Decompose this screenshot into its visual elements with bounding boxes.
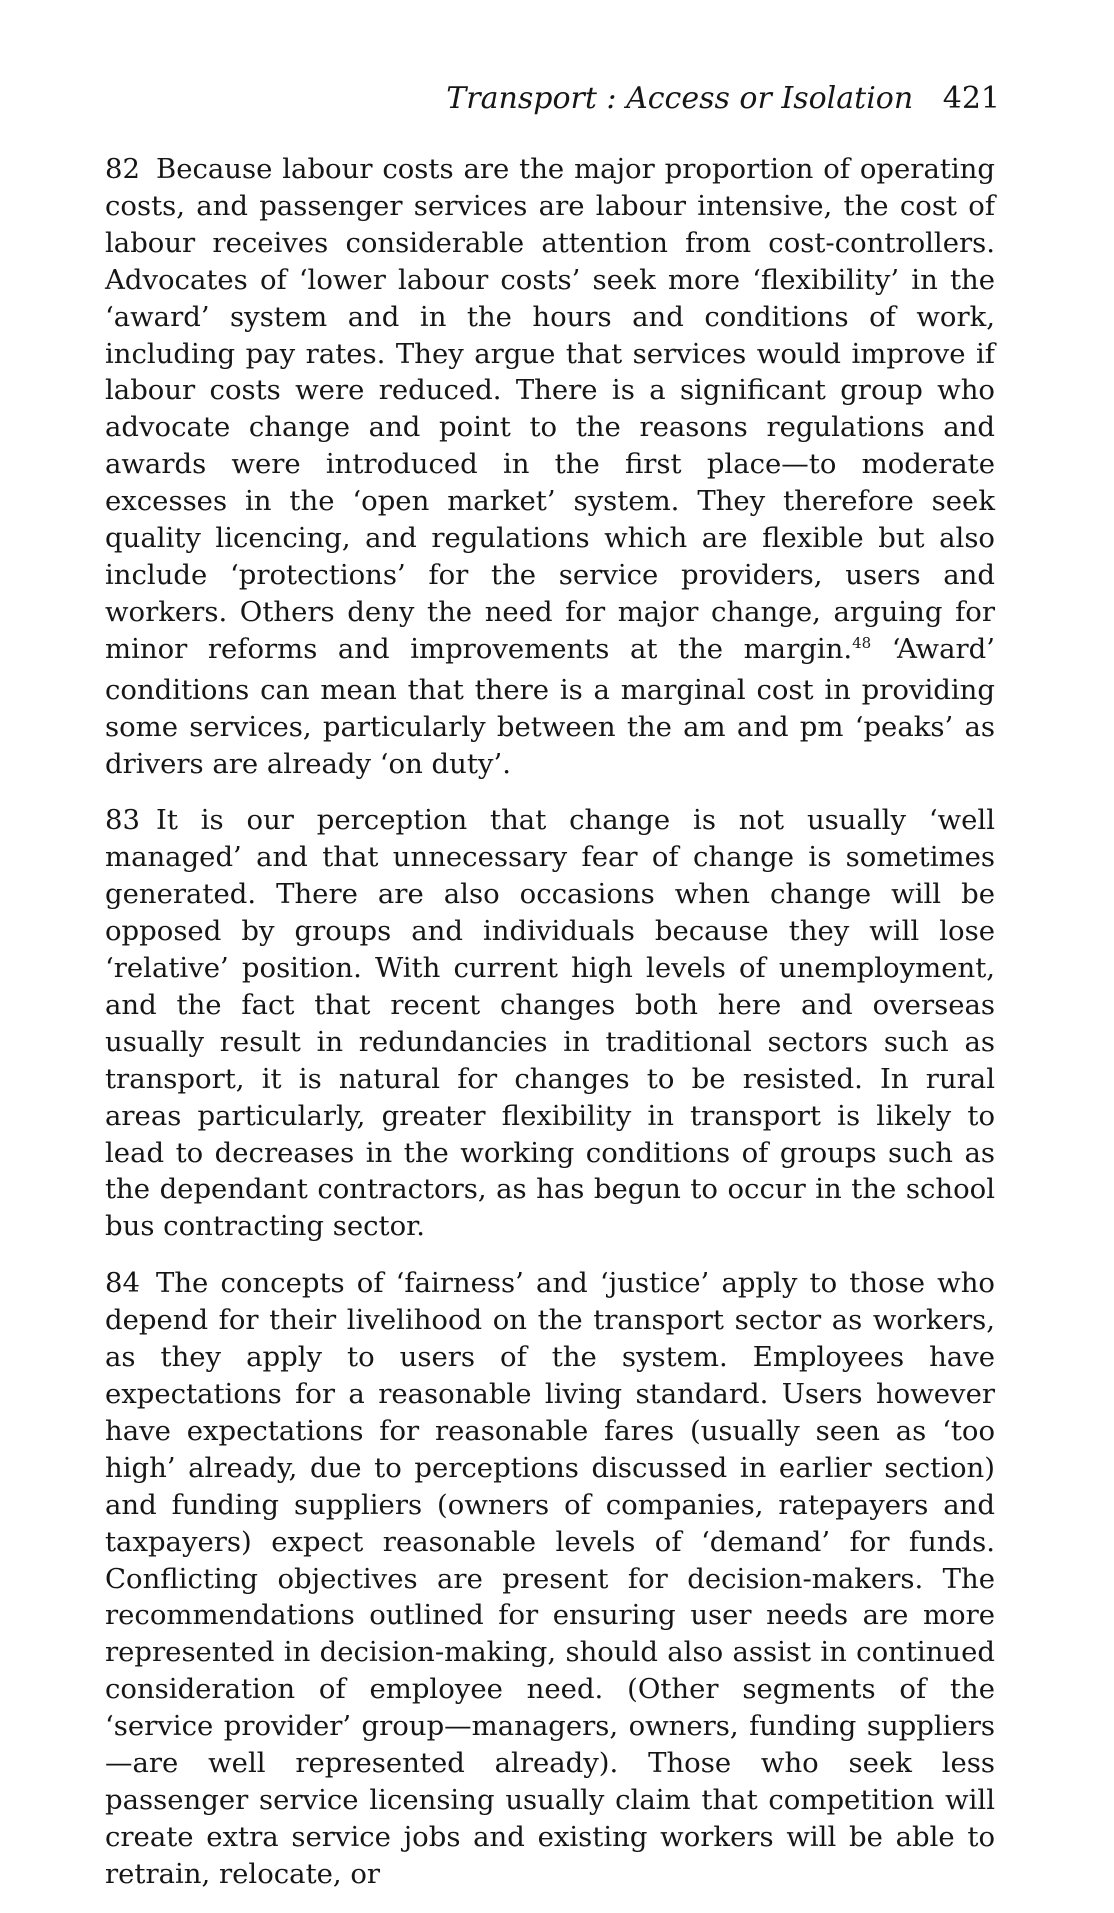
- page-number: 421: [942, 81, 1000, 116]
- paragraph-text: The concepts of ‘fairness’ and ‘justice’ apply to those who depend for their livelihood on the transport sector as workers, as they apply to users of the system. Employees have expectations for a reasonable living standard. Users however have expectations for reasonable fares (usually seen as ‘too high’ already, due to perceptions discussed in earlier section) and funding suppliers (owners of companies, ratepayers and taxpayers) expect reasonable levels of ‘demand’ for funds. Conflicting objectives are present for decision-makers. The recommendations outlined for ensuring user needs are more represented in decision-making, should also assist in continued consideration of employee need. (Other segments of the ‘service provider’ group—managers, owners, funding suppliers—are well represented already). Those who seek less passenger service licensing usually claim that competition will create extra service jobs and existing workers will be able to retrain, relocate, or: [105, 1267, 995, 1890]
- paragraph-84: [105, 1265, 995, 1892]
- body-text: [105, 151, 995, 1913]
- running-head-title: Transport : Access or Isolation: [446, 81, 914, 116]
- paragraph-text-part: ‘Award’ conditions can mean that there is a marginal cost in providing some services, particularly between the am and pm ‘peaks’ as drivers are already ‘on duty’.: [105, 632, 995, 780]
- paragraph-83: [105, 802, 995, 1245]
- paragraph-text: It is our perception that change is not usually ‘well managed’ and that unnecessary fear of change is sometimes generated. There are also occasions when change will be opposed by groups and individuals because they will lose ‘relative’ position. With current high levels of unemployment, and the fact that recent changes both here and overseas usually result in redundancies in traditional sectors such as transport, it is natural for changes to be resisted. In rural areas particularly, greater flexibility in transport is likely to lead to decreases in the working conditions of groups such as the dependant contractors, as has begun to occur in the school bus contracting sector.: [105, 804, 995, 1243]
- paragraph-number: 83: [105, 804, 140, 837]
- paragraph-text-part: Because labour costs are the major proportion of operating costs, and passenger services are labour intensive, the cost of labour receives considerable attention from cost-controllers. Advocates of ‘lower labour costs’ seek more ‘flexibility’ in the ‘award’ system and in the hours and conditions of work, including pay rates. They argue that services would improve if labour costs were reduced. There is a significant group who advocate change and point to the reasons regulations and awards were introduced in the first place—to moderate excesses in the ‘open market’ system. They therefore seek quality licencing, and regulations which are flexible but also include ‘protections’ for the service providers, users and workers. Others deny the need for major change, arguing for minor reforms and improvements at the margin.: [105, 153, 995, 665]
- paragraph-number: 84: [105, 1267, 140, 1300]
- footnote-reference: 48: [852, 633, 872, 652]
- paragraph-text: [105, 153, 995, 780]
- paragraph-number: 82: [105, 153, 140, 185]
- running-head: [446, 81, 1000, 116]
- paragraph-82: [105, 151, 995, 782]
